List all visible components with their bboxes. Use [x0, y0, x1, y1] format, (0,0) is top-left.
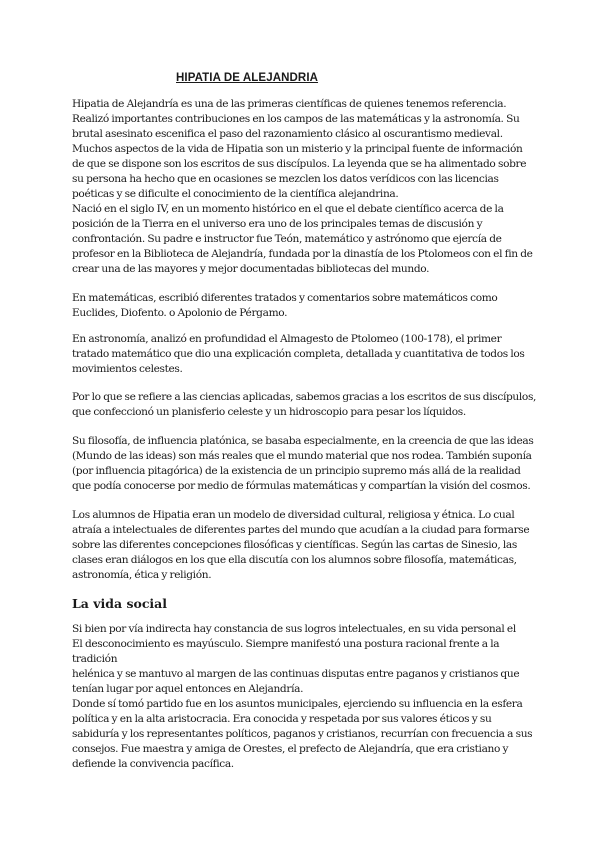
paragraph-1-line-6: su persona ha hecho que en ocasiones se mezclen los datos verídicos con las licencias: [72, 173, 499, 185]
section-line-4: helénica y se mantuvo al margen de las continuas disputas entre paganos y cristianos que: [72, 668, 520, 680]
paragraph-2-line-1: En matemáticas, escribió diferentes tratados y comentarios sobre matemáticos como: [72, 292, 498, 304]
paragraph-5-line-1: Su filosofía, de influencia platónica, se basaba especialmente, en la creencia de que las ideas: [72, 435, 534, 447]
paragraph-1-line-3: brutal asesinato escenifica el paso del razonamiento clásico al oscurantismo medieval.: [72, 128, 503, 140]
paragraph-1-line-8: Nació en el siglo IV, en un momento histórico en el que el debate científico acerca de la: [72, 203, 504, 215]
section-line-1: Si bien por vía indirecta hay constancia de sus logros intelectuales, en su vida personal el: [72, 623, 516, 635]
paragraph-3-line-2: tratado matemático que dio una explicación completa, detallada y cuantitativa de todos los: [72, 348, 525, 360]
section-line-8: sabiduría y los representantes políticos, paganos y cristianos, recurrían con frecuencia a sus: [72, 728, 533, 740]
paragraph-6-line-1: Los alumnos de Hipatia eran un modelo de diversidad cultural, religiosa y étnica. Lo cual: [72, 509, 515, 521]
paragraph-6-line-2: atraía a intelectuales de diferentes partes del mundo que acudían a la ciudad para formarse: [72, 524, 530, 536]
paragraph-1-line-2: Realizó importantes contribuciones en los campos de las matemáticas y la astronomía. Su: [72, 113, 520, 125]
paragraph-6-line-3: sobre las diferentes concepciones filosóficas y científicas. Según las cartas de Sinesio, las: [72, 539, 517, 551]
paragraph-4-line-1: Por lo que se refiere a las ciencias aplicadas, sabemos gracias a los escritos de sus discípulos,: [72, 391, 537, 403]
section-line-7: política y en la alta aristocracia. Era conocida y respetada por sus valores éticos y su: [72, 713, 492, 725]
paragraph-6-line-4: clases eran diálogos en los que ella discutía con los alumnos sobre filosofía, matemáticas,: [72, 554, 517, 566]
paragraph-3-line-3: movimientos celestes.: [72, 363, 183, 375]
paragraph-6-line-5: astronomía, ética y religión.: [72, 569, 212, 581]
paragraph-1-line-10: confrontación. Su padre e instructor fue Teón, matemático y astrónomo que ejercía de: [72, 233, 502, 245]
paragraph-5-line-3: (por influencia pitagórica) de la existencia de un principio supremo más allá de la realidad: [72, 465, 521, 477]
paragraph-1-line-9: posición de la Tierra en el universo era uno de los principales temas de discusión y: [72, 218, 483, 230]
section-line-6: Donde sí tomó partido fue en los asuntos municipales, ejerciendo su influencia en la esfera: [72, 698, 523, 710]
section-line-5: tenían lugar por aquel entonces en Alejandría.: [72, 683, 304, 695]
paragraph-1-line-4: Muchos aspectos de la vida de Hipatia son un misterio y la principal fuente de información: [72, 143, 523, 155]
paragraph-4-line-2: que confeccionó un planisferio celeste y un hidroscopio para pesar los líquidos.: [72, 406, 466, 418]
section-line-10: defiende la convivencia pacífica.: [72, 758, 234, 770]
section-line-9: consejos. Fue maestra y amiga de Orestes, el prefecto de Alejandría, que era cristiano y: [72, 743, 509, 755]
section-heading: La vida social: [72, 596, 168, 611]
document-title: HIPATIA DE ALEJANDRIA: [176, 72, 319, 84]
paragraph-1-line-1: Hipatia de Alejandría es una de las primeras científicas de quienes tenemos referencia.: [72, 98, 507, 110]
paragraph-1-line-12: crear una de las mayores y mejor documentadas bibliotecas del mundo.: [72, 263, 430, 275]
paragraph-2-line-2: Euclides, Diofento. o Apolonio de Pérgamo.: [72, 307, 288, 319]
section-line-2: El desconocimiento es mayúsculo. Siempre manifestó una postura racional frente a la: [72, 638, 500, 650]
paragraph-3-line-1: En astronomía, analizó en profundidad el Almagesto de Ptolomeo (100-178), el primer: [72, 333, 502, 345]
paragraph-5-line-2: (Mundo de las ideas) son más reales que el mundo material que nos rodea. También suponía: [72, 450, 532, 462]
paragraph-1-line-5: de que se dispone son los escritos de sus discípulos. La leyenda que se ha alimentado sobre: [72, 158, 527, 170]
paragraph-1-line-11: profesor en la Biblioteca de Alejandría, fundada por la dinastía de los Ptolomeos con el fin de: [72, 248, 533, 260]
paragraph-5-line-4: que podía conocerse por medio de fórmulas matemáticas y compartían la visión del cosmos.: [72, 480, 531, 492]
paragraph-1-line-7: poéticas y se dificulte el conocimiento de la científica alejandrina.: [72, 188, 399, 200]
section-line-3: tradición: [72, 653, 118, 665]
